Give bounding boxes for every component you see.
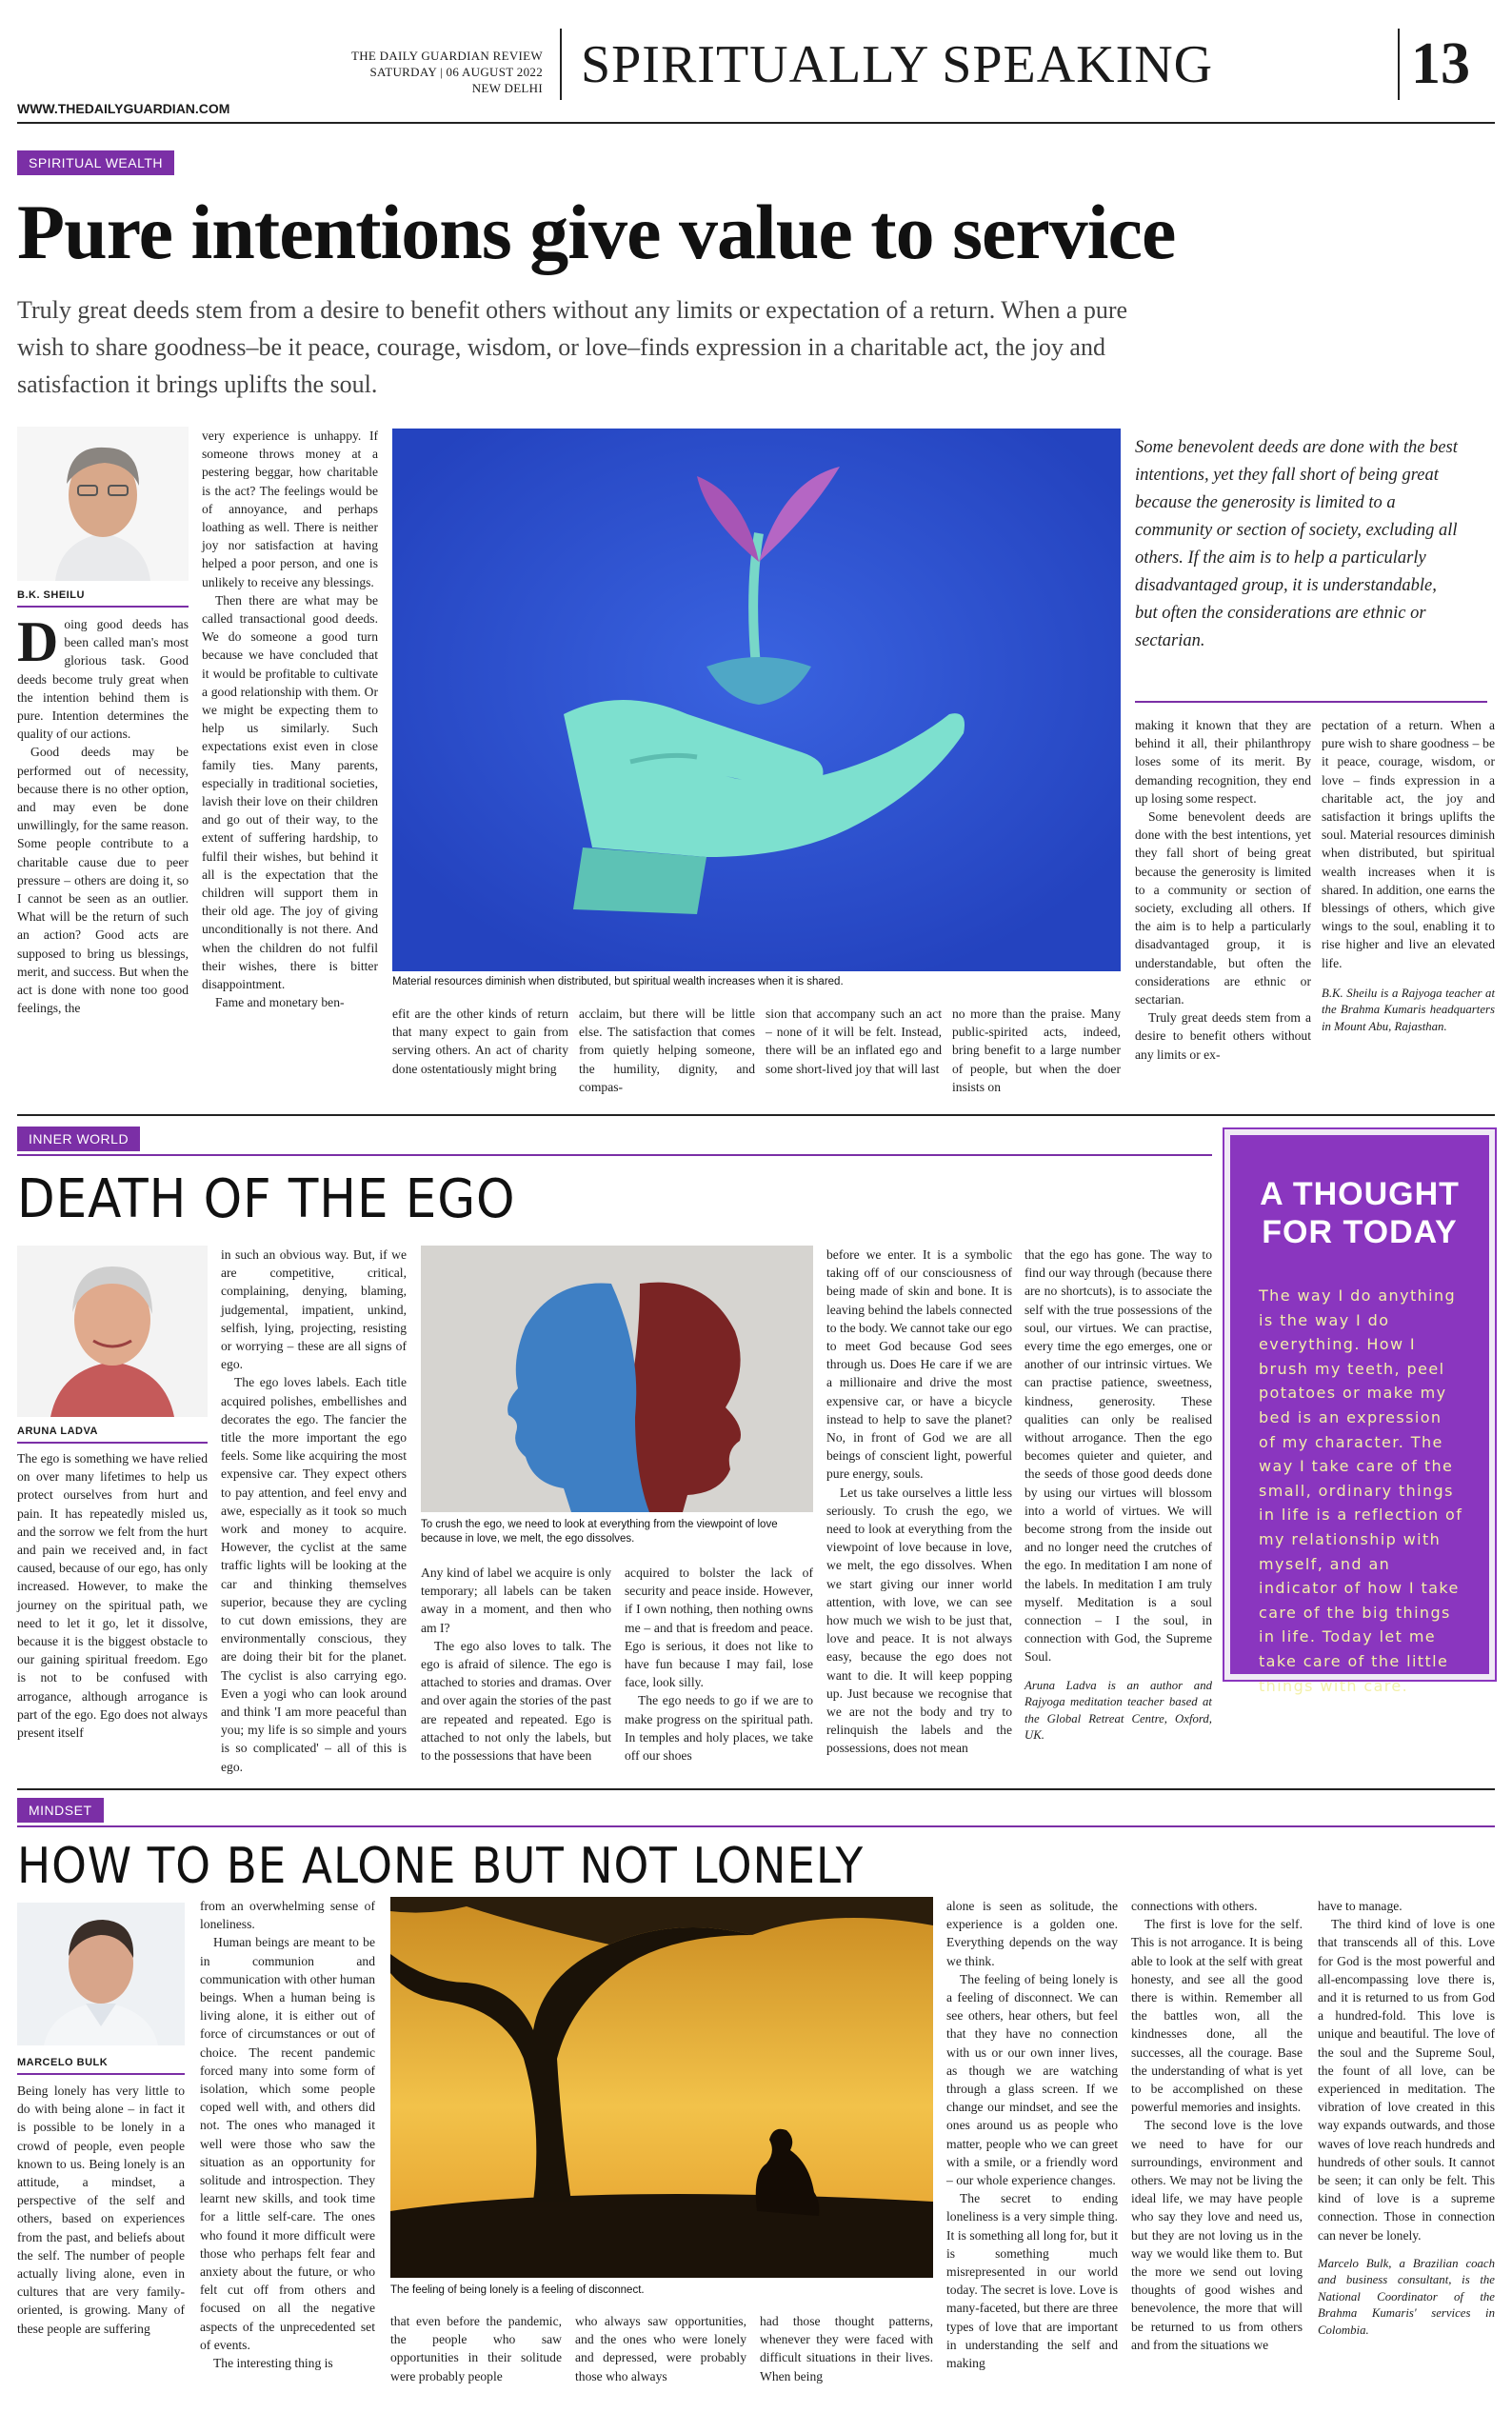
article3-col2: from an overwhelming sense of loneliness. Human beings are meant to be in communion and communication with other human beings. When a human being is living alone, it is either out of force of circumstances or out of choice. The recent pandemic forced many into some form of isolation, which some people coped well with, and others did not. The ones who managed it well were those who saw the situation as an opportunity for solitude and introspection. They learnt new skills, and took time for a little self-care. The ones who found it more difficult were those who perhaps felt fear and anxiety about the future, or who felt cut off from others and focused on all the negative aspects of the unprecedented set of events. The interesting thing is [200,1899,375,2371]
article3-col4: alone is seen as solitude, the experience is a golden one. Everything depends on the way we think. The feeling of being lonely is a feeling of disconnect. We can see others, hear others, but feel that they have no connection with us or our own inner lives, as though we are watching through a glass screen. If we change our mindset, and see the ones around us as people who matter, people who we can greet with a smile, or a friendly word – our whole experience changes. The secret to ending loneliness is a very simple thing. It is something all long for, but it is something much misrepresented in our world today. The secret is love. Love is many-faceted, but there are three types of love that are important in understanding the self and making [946,1899,1118,2371]
website-link[interactable]: WWW.THEDAILYGUARDIAN.COM [17,101,230,116]
section-tag-mindset: MINDSET [17,1798,104,1823]
article1-col2: very experience is unhappy. If someone throws money at a pestering beggar, how charitable is the act? The feelings would be of annoyance, and perhaps loathing as well. There is neither joy nor satisfaction at having helped a poor person, and one is unlikely to receive any blessings. Then there are what may be called transactional good deeds. We do someone a good turn because we have concluded that it would be profitable to cultivate a good relationship with them. Or we might be expecting them to help us similarly. Such expectations exist even in close family ties. Many parents, especially in traditional societies, lavish their love on their children and go out of their way, to the extent of suffering hardship, to fulfil their wishes, but behind it all is the expectation that the children will support them in their old age. The joy of giving unconditionally is not there. And when the children do not fulfil their wishes, there is bitter disappointment. Fame and monetary ben- [202,429,378,1010]
caption-ego-heads: To crush the ego, we need to look at everything from the viewpoint of love because in love, we melt, the ego dissolves. [421,1519,778,1545]
paper-name: THE DAILY GUARDIAN REVIEW [350,49,543,63]
bio-sheilu: B.K. Sheilu is a Rajyoga teacher at the Brahma Kumaris headquarters in Mount Abu, Rajasthan. [1322,986,1495,1033]
caption-lonely-tree: The feeling of being lonely is a feeling of disconnect. [390,2284,645,2296]
article1-col7: pectation of a return. When a pure wish to share goodness – be it peace, courage, wisdom, or love – finds expression in a charitable act, the joy and satisfaction it brings uplifts the soul. Material resources diminish when distributed, but spiritual wealth increases when it is shared. In addition, one earns the blessings of others, which give wings to the soul, enabling it to rise higher and live an elevated life. B.K. Sheilu is a Rajyoga teacher at the Brahma Kumaris headquarters in Mount Abu, Rajasthan. [1322,716,1495,1035]
author-photo-sheilu [17,427,189,581]
article3-bottom-col3: had those thought patterns, whenever they were faced with difficult situations in their lives. When being [760,2314,933,2383]
headline-alone-not-lonely: HOW TO BE ALONE BUT NOT LONELY [17,1838,865,1895]
article1-bottom-col1: efit are the other kinds of return that many expect to gain from serving others. An act of charity done ostentatiously might bring [392,1007,568,1076]
masthead [0,0,1512,114]
article2-bottom-col2: acquired to bolster the lack of security and peace inside. However, if I own nothing, then nothing owns me – and that is freedom and peace. Ego is serious, it does not like to have fun because I may fail, lose face, look silly. The ego needs to go if we are to make progress on the spiritual path. In temples and holy places, we take off our shoes [625,1565,813,1764]
article3-col1: Being lonely has very little to do with being alone – in fact it is possible to be lonely in a crowd of people, even people known to us. Being lonely is an attitude, a mindset, a perspective of the self and others, based on experiences from the past, and beliefs about the self. The number of people actually living alone, even in cultures that are very family-oriented, is growing. Many of these people are suffering [17,2084,185,2336]
section-tag-spiritual-wealth: SPIRITUAL WEALTH [17,150,174,175]
issue-city: NEW DELHI [471,81,543,95]
hand-plant-illustration [392,429,1121,971]
headline-death-of-ego: DEATH OF THE EGO [17,1168,516,1230]
article1-col1: Doing good deeds has been called man's most glorious task. Good deeds become truly great when the intention behind them is pure. Intention determines the quality of our actions. Good deeds may be performed out of necessity, because there is no other option, and may even be done unwillingly, for the same reason. Some people contribute to a charitable cause due to peer pressure – others are doing it, so I cannot be seen as an outlier. What will be the return of such an action? Good acts are supposed to bring us blessings, merit, and success. But when the act is done with none too good feelings, the [17,610,189,1016]
bio-aruna: Aruna Ladva is an author and Rajyoga meditation teacher based at the Global Retreat Centre, Oxford, UK. [1025,1678,1212,1743]
thought-body: The way I do anything is the way I do everything. How I brush my teeth, peel potatoes or make my bed is an expression of my character. The way I take care of the small, ordinary things in life is a reflection of my relationship with myself, and an indicator of how I take care of the big things in life. Today let me take care of the little things with care. [1259,1286,1463,1695]
article2-col1: The ego is something we have relied on over many lifetimes to help us protect ourselves from hurt and pain. It has repeatedly misled us, and the sorrow we felt from the hurt and pain we received and, in fact caused, because of our ego, has only increased. However, to make the journey on the spiritual path, we need to let it go, let it dissolve, because it is the biggest obstacle to our gaining spiritual freedom. Ego is not to be confused with arrogance, although arrogance is part of the ego. Ego does not always present itself [17,1451,208,1741]
article3-col5: connections with others. The first is love for the self. This is not arrogance. It is being able to look at the self with great honesty, and see all the good there is within. Remember all the battles won, all the kindnesses done, all the successes, all the courage. Base the understanding of what is yet to be accomplished on these powerful memories and insights. The second love is the love we need to have for our surroundings, environment and others. We may not be living the ideal life, we may have people who say they love and need us, but they are not loving us in the way we would like them to. But the more we send out loving thoughts of good wishes and benevolence, the more that will be returned to us from others and from the situations we [1131,1899,1303,2352]
section-title: SPIRITUALLY SPEAKING [581,35,1214,94]
pullquote-benevolent: Some benevolent deeds are done with the best intentions, yet they fall short of being great because the generosity is limited to a community or section of society, excluding all others. If the aim is to help a particularly disadvantaged group, it is understandable, but often the considerations are ethnic or sectarian. [1135,438,1458,650]
thought-for-today-box [1224,1129,1495,1695]
article2-col6: that the ego has gone. The way to find our way through (because there are no shortcuts), is to associate the self with the true possessions of the soul, our virtues. We can practise, every time the ego emerges, one or another of our intrinsic virtues. We can practise patience, sweetness, kindness, generosity. These qualities can only be realised without arrogance. Then the ego becomes quieter and quieter, and the seeds of those good deeds done by using our virtues will blossom into a world of virtues. We will become strong from the inside out and no longer need the crutches of the ego. In meditation I am none of the labels. In meditation I am truly myself. Meditation is a soul connection – I the soul, in connection with God, the Supreme Soul. Aruna Ladva is an author and Rajyoga meditation teacher based at the Global Retreat Centre, Oxford, UK. [1025,1246,1212,1745]
standfirst: Truly great deeds stem from a desire to benefit others without any limits or expectation of a return. When a pure wish to share goodness–be it peace, courage, wisdom, or love–finds expression in a charitable act, the joy and satisfaction it brings uplifts the soul. [17,296,1128,398]
ego-heads-illustration [421,1246,813,1512]
lonely-tree-photo [390,1897,933,2278]
issue-date: SATURDAY | 06 AUGUST 2022 [369,65,543,79]
article2-col2: in such an obvious way. But, if we are competitive, critical, complaining, denying, blaming, judgemental, impatient, unkind, selfish, lying, projecting, resisting or worrying – these are all signs of ego. The ego loves labels. Each title acquired polishes, embellishes and decorates the ego. The fancier the title the more important the ego feels. Some like acquiring the most expensive car. They expect others to pay attention, and feel envy and awe, especially as it took so much work and money to acquire. However, the cyclist at the same traffic lights will be looking at the car and thinking themselves superior, because they are cycling to cut down emissions, they are environmentally conscious, they are doing their bit for the planet. The cyclist is also carrying ego. Even a yogi who can look around and think 'I am more peaceful than you; my life is so simple and yours is so complicated' – all of this is ego. [221,1247,407,1774]
article1-bottom-col2: acclaim, but there will be little else. The satisfaction that comes from quietly helping someone, the humility, dignity, and compas- [579,1007,755,1094]
bio-marcelo: Marcelo Bulk, a Brazilian coach and business consultant, is the National Coordinator of the Brahma Kumaris' services in Colombia. [1318,2256,1495,2337]
article1-bottom-col4: no more than the praise. Many public-spirited acts, indeed, bring benefit to a large number of people, but when the doer insists on [952,1007,1121,1094]
article3-bottom-col1: that even before the pandemic, the people who saw opportunities in their solitude were probably people [390,2314,562,2383]
author-name-sheilu: B.K. SHEILU [17,589,85,601]
page-number: 13 [1411,31,1470,96]
author-name-aruna: ARUNA LADVA [17,1426,98,1437]
author-name-marcelo: MARCELO BULK [17,2057,109,2068]
section-tag-inner-world: INNER WORLD [17,1127,140,1151]
author-photo-marcelo [17,1903,185,2045]
thought-title: A THOUGHT FOR TODAY [1260,1176,1460,1250]
article3-bottom-col2: who always saw opportunities, and the ones who were lonely and depressed, were probably those who always [575,2314,746,2383]
article3-col6: have to manage. The third kind of love is one that transcends all of this. Love for God is the most powerful and all-encompassing love there is, and it is returned to us from God a hundred-fold. This love is unique and beautiful. The love of the soul and the Supreme Soul, the fount of all love, can be experienced in meditation. The vibration of love created in this way expands outwards, and those waves of love reach hundreds and hundreds of other souls. It cannot be seen; it can only be felt. This kind of love is a supreme connection. Those in connection can never be lonely. Marcelo Bulk, a Brazilian coach and business consultant, is the National Coordinator of the Brahma Kumaris' services in Colombia. [1318,1897,1495,2339]
article2-col5: before we enter. It is a symbolic taking off of our consciousness of being made of skin and bone. It is leaving behind the labels connected to the body. We cannot take our ego to meet God because God sees through us. Does He care if we are a millionaire and drive the most expensive car, or have a bicycle instead to help to save the planet? No, in front of God we are all beings of conscient light, powerful pure energy, souls. Let us take ourselves a little less seriously. To crush the ego, we need to look at everything from the viewpoint of love because in love, we melt, the ego dissolves. When we start giving our inner world attention, with love, we can see how much we wish to be just that, love and peace. It is not always easy, because the ego does not want to die. It will keep popping up. Just because we recognise that we are not the body and try to relinquish the labels and the possessions, does not mean [826,1247,1012,1756]
headline-pure-intentions: Pure intentions give value to service [17,189,1176,275]
article1-col6: making it known that they are behind it all, their philanthropy loses some of its merit. By demanding recognition, they end up losing some respect. Some benevolent deeds are done with the best intentions, yet they fall short of being great because the generosity is limited to a community or section of society, excluding all others. If the aim is to help a particularly disadvantaged group, it is understandable, but often the considerations are ethnic or sectarian. Truly great deeds stem from a desire to benefit others without any limits or ex- [1135,718,1311,1062]
article1-bottom-col3: sion that accompany such an act – none of it will be felt. Instead, there will be an inflated ego and some short-lived joy that will last [766,1007,942,1076]
author-photo-aruna [17,1246,208,1417]
caption-hand-plant: Material resources diminish when distributed, but spiritual wealth increases when it is shared. [392,976,844,987]
article2-bottom-col1: Any kind of label we acquire is only temporary; all labels can be taken away in a moment, and then who am I? The ego also loves to talk. The ego is afraid of silence. The ego is attached to stories and dramas. Over and over again the stories of the past are repeated and repeated. Ego is attached to not only the labels, but to the possessions that have been [421,1565,611,1764]
